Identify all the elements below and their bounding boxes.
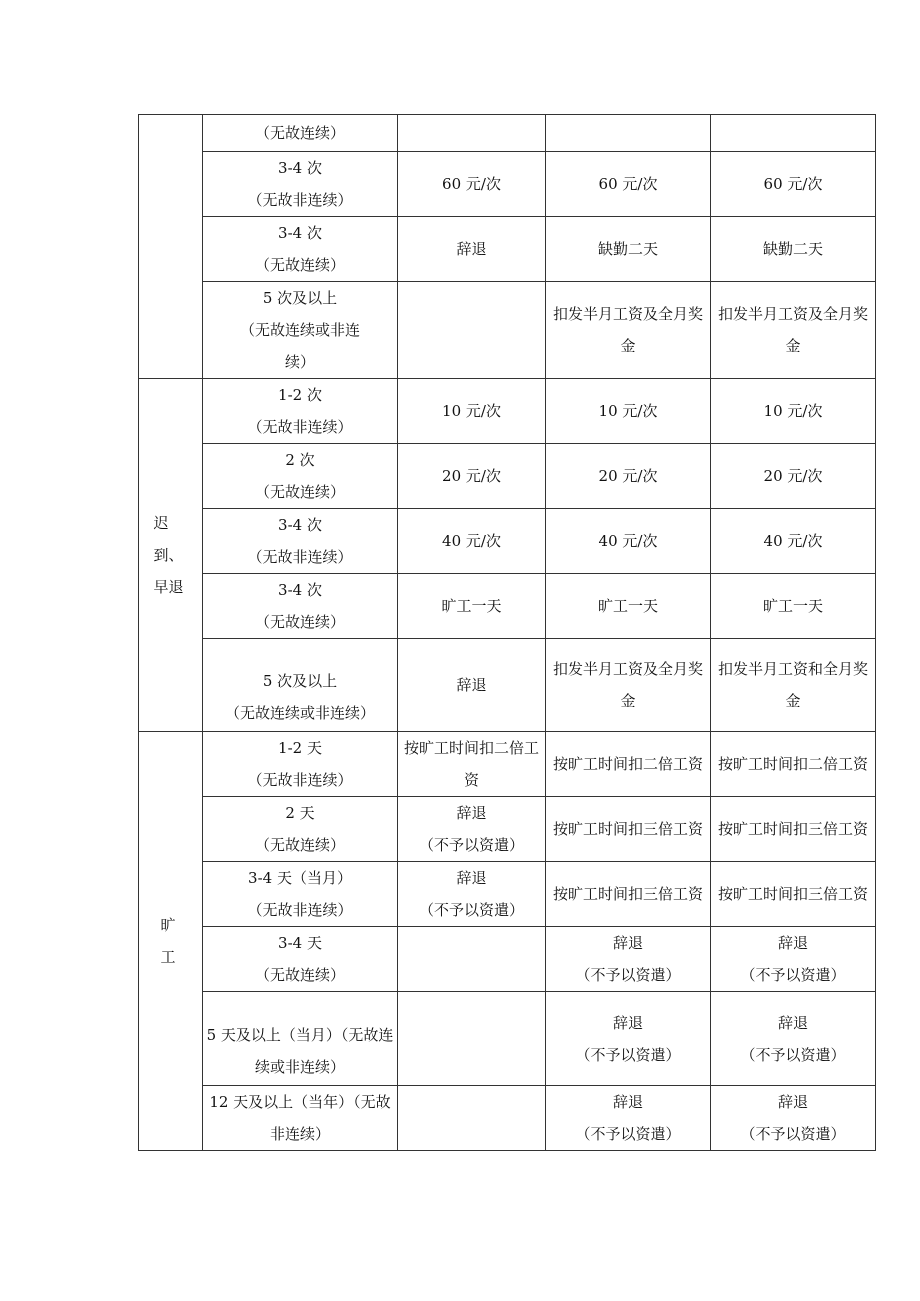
table-row xyxy=(139,282,876,379)
condition-cell: 3-4 次 （无故非连续） xyxy=(203,152,398,217)
table-row xyxy=(139,574,876,639)
table-row xyxy=(139,444,876,509)
penalty-level2-cell: 10 元/次 xyxy=(546,379,711,444)
condition-cell: 5 天及以上（当月）（无故连续或非连续） xyxy=(203,992,398,1086)
condition-cell: （无故连续） xyxy=(203,115,398,152)
table-row xyxy=(139,217,876,282)
penalty-level2-cell: 按旷工时间扣三倍工资 xyxy=(546,797,711,862)
penalty-level3-cell: 按旷工时间扣三倍工资 xyxy=(711,862,876,927)
condition-cell: 1-2 天 （无故非连续） xyxy=(203,732,398,797)
penalty-level2-cell: 按旷工时间扣三倍工资 xyxy=(546,862,711,927)
penalty-level2-cell: 40 元/次 xyxy=(546,509,711,574)
penalty-level1-cell: 20 元/次 xyxy=(398,444,546,509)
penalty-level3-cell: 按旷工时间扣三倍工资 xyxy=(711,797,876,862)
penalty-level2-cell: 缺勤二天 xyxy=(546,217,711,282)
table-row xyxy=(139,379,876,444)
table-row xyxy=(139,152,876,217)
penalty-level1-cell: 辞退 xyxy=(398,217,546,282)
condition-cell: 5 次及以上 （无故连续或非连续） xyxy=(203,639,398,732)
penalty-level3-cell: 扣发半月工资及全月奖金 xyxy=(711,282,876,379)
table-row xyxy=(139,115,876,152)
penalty-level3-cell: 10 元/次 xyxy=(711,379,876,444)
penalty-level2-cell: 20 元/次 xyxy=(546,444,711,509)
condition-cell: 3-4 天 （无故连续） xyxy=(203,927,398,992)
table-row xyxy=(139,797,876,862)
penalty-table xyxy=(138,114,876,1151)
penalty-level3-cell: 辞退 （不予以资遣） xyxy=(711,992,876,1086)
penalty-level3-cell: 20 元/次 xyxy=(711,444,876,509)
condition-cell: 3-4 次 （无故连续） xyxy=(203,574,398,639)
condition-cell: 5 次及以上 （无故连续或非连 续） xyxy=(203,282,398,379)
condition-cell: 12 天及以上（当年）（无故非连续） xyxy=(203,1086,398,1151)
category-cell-continued xyxy=(139,115,203,379)
table-row xyxy=(139,509,876,574)
penalty-level1-cell: 旷工一天 xyxy=(398,574,546,639)
table-row xyxy=(139,639,876,732)
table-row xyxy=(139,732,876,797)
condition-cell: 3-4 次 （无故连续） xyxy=(203,217,398,282)
penalty-level2-cell: 扣发半月工资及全月奖金 xyxy=(546,639,711,732)
penalty-level2-cell: 扣发半月工资及全月奖金 xyxy=(546,282,711,379)
penalty-level3-cell: 60 元/次 xyxy=(711,152,876,217)
condition-cell: 2 天 （无故连续） xyxy=(203,797,398,862)
category-cell-late-early: 迟到、早退 xyxy=(139,379,203,732)
penalty-level3-cell: 40 元/次 xyxy=(711,509,876,574)
penalty-level2-cell: 辞退 （不予以资遣） xyxy=(546,927,711,992)
penalty-level3-cell: 按旷工时间扣二倍工资 xyxy=(711,732,876,797)
penalty-level2-cell: 按旷工时间扣二倍工资 xyxy=(546,732,711,797)
penalty-level3-cell: 辞退 （不予以资遣） xyxy=(711,927,876,992)
penalty-level2-cell: 旷工一天 xyxy=(546,574,711,639)
penalty-level1-cell xyxy=(398,1086,546,1151)
penalty-level3-cell: 扣发半月工资和全月奖金 xyxy=(711,639,876,732)
penalty-level3-cell: 辞退 （不予以资遣） xyxy=(711,1086,876,1151)
penalty-level1-cell: 辞退 xyxy=(398,639,546,732)
penalty-level1-cell: 10 元/次 xyxy=(398,379,546,444)
penalty-level1-cell: 辞退 （不予以资遣） xyxy=(398,862,546,927)
penalty-level2-cell: 辞退 （不予以资遣） xyxy=(546,992,711,1086)
table-row xyxy=(139,862,876,927)
penalty-level1-cell: 按旷工时间扣二倍工资 xyxy=(398,732,546,797)
category-cell-absenteeism: 旷工 xyxy=(139,732,203,1151)
penalty-level1-cell xyxy=(398,927,546,992)
penalty-level2-cell: 60 元/次 xyxy=(546,152,711,217)
penalty-level1-cell xyxy=(398,992,546,1086)
condition-cell: 1-2 次 （无故非连续） xyxy=(203,379,398,444)
table-row xyxy=(139,992,876,1086)
penalty-level2-cell xyxy=(546,115,711,152)
table-row xyxy=(139,1086,876,1151)
penalty-level1-cell xyxy=(398,115,546,152)
penalty-level2-cell: 辞退 （不予以资遣） xyxy=(546,1086,711,1151)
penalty-level1-cell: 40 元/次 xyxy=(398,509,546,574)
condition-cell: 3-4 天（当月） （无故非连续） xyxy=(203,862,398,927)
penalty-level1-cell: 辞退 （不予以资遣） xyxy=(398,797,546,862)
condition-cell: 3-4 次 （无故非连续） xyxy=(203,509,398,574)
penalty-level1-cell: 60 元/次 xyxy=(398,152,546,217)
penalty-level3-cell: 缺勤二天 xyxy=(711,217,876,282)
penalty-level3-cell: 旷工一天 xyxy=(711,574,876,639)
penalty-level3-cell xyxy=(711,115,876,152)
condition-cell: 2 次 （无故连续） xyxy=(203,444,398,509)
penalty-level1-cell xyxy=(398,282,546,379)
table-row xyxy=(139,927,876,992)
